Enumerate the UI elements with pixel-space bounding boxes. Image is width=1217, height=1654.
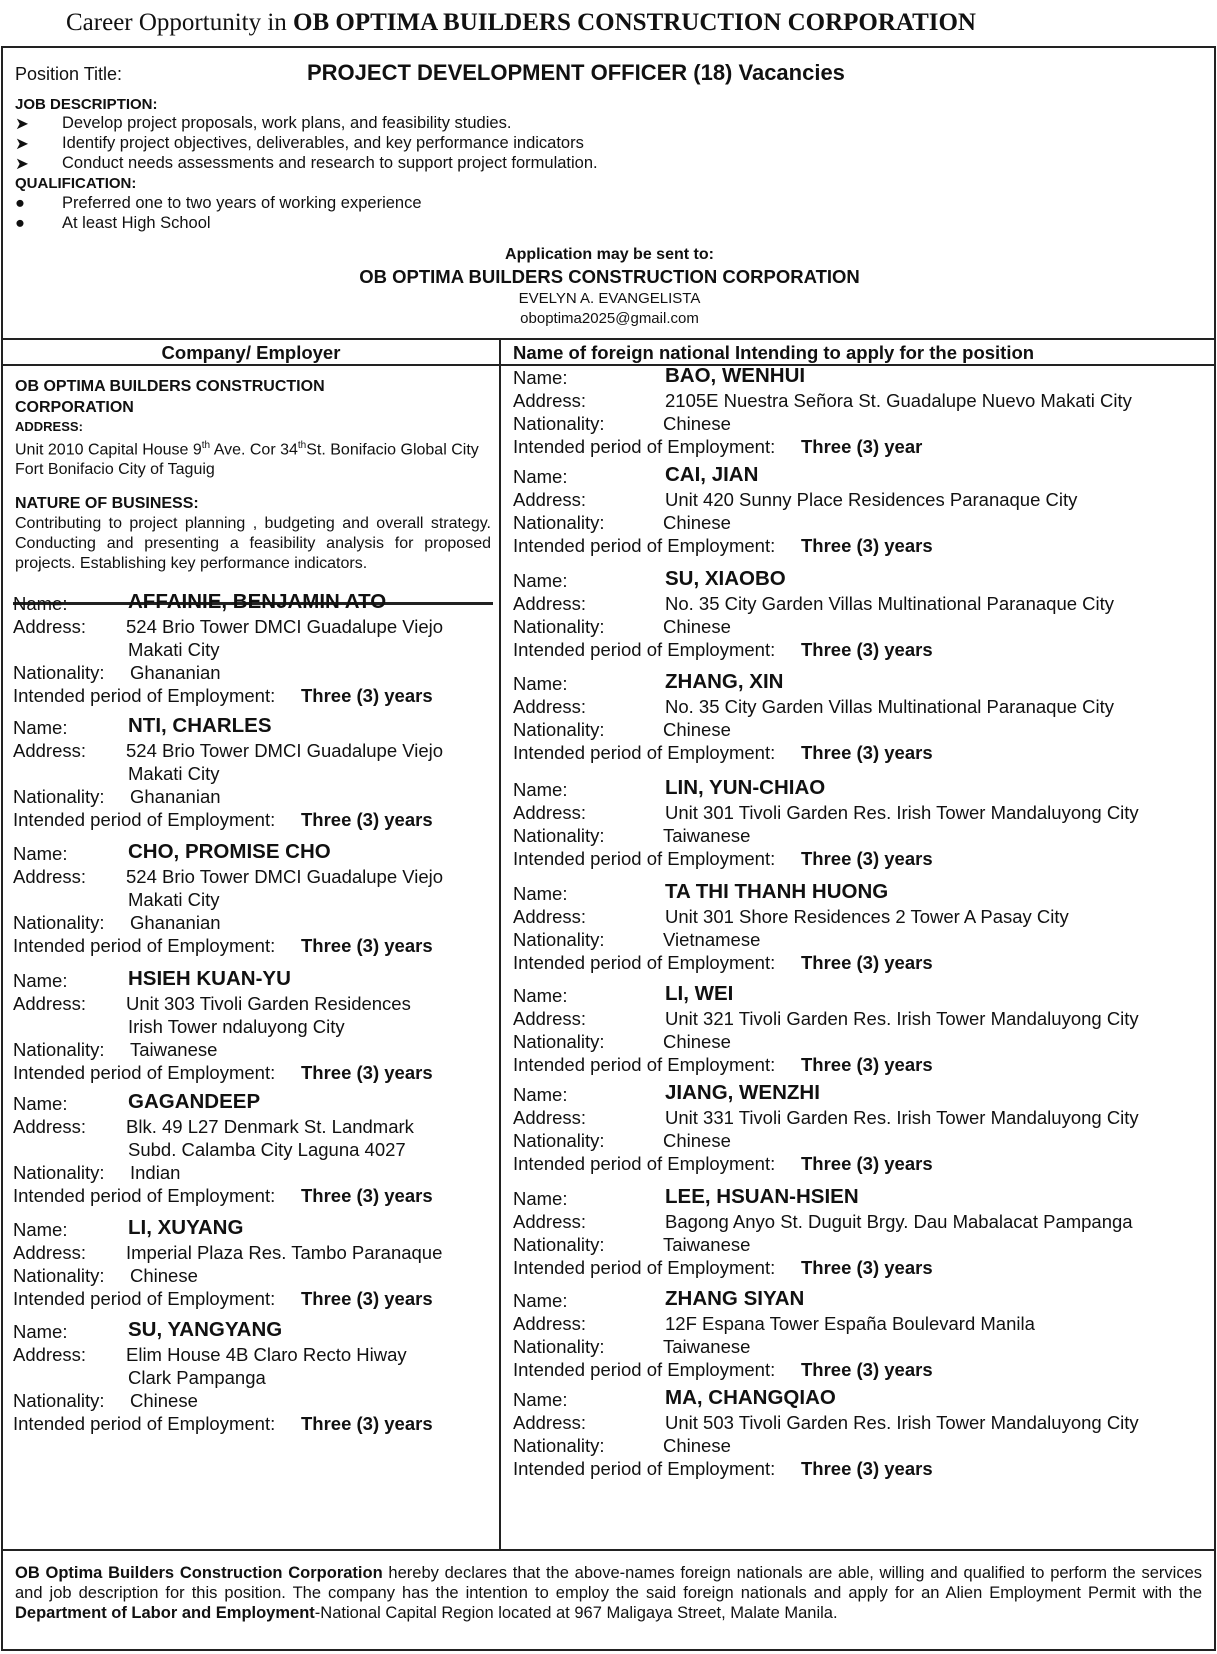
nationality-label: Nationality: (513, 1435, 605, 1456)
name-label: Name: (513, 570, 568, 591)
nationality-label: Nationality: (513, 1130, 605, 1151)
period-label: Intended period of Employment: (513, 1257, 776, 1278)
address-label: Address: (513, 489, 587, 510)
applicant-address: Unit 301 Tivoli Garden Res. Irish Tower Mandaluyong City (665, 802, 1139, 823)
applicant-entry (513, 1083, 1213, 1175)
applicant-entry (513, 672, 1213, 764)
dot-bullet-icon: ● (15, 194, 25, 212)
period-label: Intended period of Employment: (13, 809, 276, 830)
period-label: Intended period of Employment: (13, 935, 276, 956)
job-description-item: ➤ Develop project proposals, work plans, and feasibility studies. (15, 114, 512, 133)
applicant-nationality: Ghananian (130, 912, 221, 933)
footer-text-1: hereby declares that the above-names foreign nationals are able, willing and qualified to perform the services and job description for this position. The company has the intention to employ the said foreign nationals and apply for an Alien Employment Permit with the (15, 1564, 1202, 1602)
position-block (3, 48, 1214, 340)
applicant-entry (513, 1187, 1213, 1279)
job-description-item: ➤ Conduct needs assessments and research to support project formulation. (15, 154, 598, 173)
applicant-period: Three (3) years (801, 952, 933, 973)
applicant-entry (13, 716, 493, 831)
applicant-address: Unit 301 Shore Residences 2 Tower A Pasay City (665, 906, 1069, 927)
applicant-address: Imperial Plaza Res. Tambo Paranaque (126, 1242, 443, 1263)
applicant-name: BAO, WENHUI (665, 364, 806, 387)
nationality-label: Nationality: (513, 929, 605, 950)
applicant-name: JIANG, WENZHI (665, 1081, 820, 1104)
address-label: Address: (13, 993, 87, 1014)
applicant-entry (513, 778, 1213, 870)
period-label: Intended period of Employment: (513, 1458, 776, 1479)
address-label: Address: (513, 1107, 587, 1128)
name-label: Name: (13, 1321, 68, 1342)
applicant-name: LI, XUYANG (128, 1216, 244, 1239)
address-label: Address: (513, 593, 587, 614)
position-title: PROJECT DEVELOPMENT OFFICER (18) Vacancies (307, 60, 845, 85)
position-row (15, 60, 1205, 88)
address-label: Address: (13, 1242, 87, 1263)
name-label: Name: (13, 1219, 68, 1240)
address-label: Address: (513, 906, 587, 927)
applicant-nationality: Taiwanese (663, 825, 751, 846)
column-header-foreign-national: Name of foreign national Intending to apply for the position (501, 340, 1216, 366)
applicant-address: 524 Brio Tower DMCI Guadalupe Viejo (126, 616, 444, 637)
qualification-item: ● Preferred one to two years of working experience (15, 194, 422, 212)
period-label: Intended period of Employment: (13, 1185, 276, 1206)
address-label: Address: (13, 866, 87, 887)
applicant-period: Three (3) years (801, 535, 933, 556)
applicant-name: CAI, JIAN (665, 463, 759, 486)
applicant-period: Three (3) years (801, 1153, 933, 1174)
applicant-period: Three (3) years (801, 1054, 933, 1075)
applicant-nationality: Chinese (130, 1265, 198, 1286)
period-label: Intended period of Employment: (13, 1413, 276, 1434)
name-label: Name: (13, 593, 68, 614)
address-label: Address: (513, 696, 587, 717)
applicant-address: 524 Brio Tower DMCI Guadalupe Viejo (126, 866, 444, 887)
period-label: Intended period of Employment: (13, 685, 276, 706)
qualification-label: QUALIFICATION: (15, 175, 137, 192)
arrow-bullet-icon: ➤ (15, 155, 29, 173)
applicant-entry (13, 1218, 493, 1310)
applicant-nationality: Taiwanese (663, 1234, 751, 1255)
nationality-label: Nationality: (13, 1162, 105, 1183)
applicant-entry (513, 465, 1213, 557)
footer-department: Department of Labor and Employment (15, 1604, 315, 1622)
applicant-name: TA THI THANH HUONG (665, 880, 889, 903)
applicant-name: NTI, CHARLES (128, 714, 272, 737)
applicant-period: Three (3) years (801, 848, 933, 869)
name-label: Name: (513, 466, 568, 487)
applicant-nationality: Chinese (663, 616, 731, 637)
applicant-period: Three (3) years (301, 809, 433, 830)
applicant-address: 2105E Nuestra Señora St. Guadalupe Nuevo Makati City (665, 390, 1132, 411)
company-name-line1: OB OPTIMA BUILDERS CONSTRUCTION (15, 378, 325, 395)
dot-bullet-icon: ● (15, 214, 25, 232)
applicant-address: No. 35 City Garden Villas Multinational Paranaque City (665, 696, 1115, 717)
applicant-period: Three (3) years (801, 1257, 933, 1278)
applicant-nationality: Chinese (130, 1390, 198, 1411)
name-label: Name: (13, 717, 68, 738)
period-label: Intended period of Employment: (513, 535, 776, 556)
applicant-address: Blk. 49 L27 Denmark St. Landmark (126, 1116, 414, 1137)
nationality-label: Nationality: (513, 825, 605, 846)
applicant-period: Three (3) years (301, 1288, 433, 1309)
applicant-nationality: Vietnamese (663, 929, 761, 950)
column-header-employer: Company/ Employer (3, 340, 499, 366)
applicant-name: HSIEH KUAN-YU (128, 967, 291, 990)
address-label: Address: (13, 740, 87, 761)
page-header (0, 0, 1217, 46)
applicant-period: Three (3) years (301, 1185, 433, 1206)
name-label: Name: (513, 1290, 568, 1311)
company-address-label: ADDRESS: (15, 419, 83, 434)
applicant-nationality: Chinese (663, 1031, 731, 1052)
address-label: Address: (13, 1344, 87, 1365)
nationality-label: Nationality: (513, 616, 605, 637)
applicant-name: CHO, PROMISE CHO (128, 840, 331, 863)
applicant-nationality: Chinese (663, 1130, 731, 1151)
applicant-entry (513, 984, 1213, 1076)
applicant-nationality: Ghananian (130, 786, 221, 807)
company-name-line2: CORPORATION (15, 399, 134, 416)
applicant-address: Bagong Anyo St. Duguit Brgy. Dau Mabalacat Pampanga (665, 1211, 1133, 1232)
period-label: Intended period of Employment: (513, 639, 776, 660)
company-address: Unit 2010 Capital House 9th Ave. Cor 34thSt. Bonifacio Global City Fort Bonifacio City of Taguig (15, 440, 479, 479)
applicant-address: Unit 331 Tivoli Garden Res. Irish Tower Mandaluyong City (665, 1107, 1139, 1128)
name-label: Name: (13, 843, 68, 864)
applicant-address: 524 Brio Tower DMCI Guadalupe Viejo (126, 740, 444, 761)
applicant-nationality: Indian (130, 1162, 181, 1183)
applicant-address-cont: Makati City (128, 639, 220, 660)
address-label: Address: (13, 616, 87, 637)
address-label: Address: (513, 1412, 587, 1433)
applicant-name: SU, YANGYANG (128, 1318, 283, 1341)
declaration-footer (3, 1549, 1214, 1651)
applicant-name: LIN, YUN-CHIAO (665, 776, 826, 799)
period-label: Intended period of Employment: (13, 1062, 276, 1083)
applicant-entry (13, 842, 493, 957)
nationality-label: Nationality: (13, 786, 105, 807)
application-label: Application may be sent to: (505, 246, 714, 263)
applicant-name: SU, XIAOBO (665, 567, 786, 590)
applicant-entry (513, 1388, 1213, 1480)
applicant-nationality: Taiwanese (663, 1336, 751, 1357)
nature-of-business-label: NATURE OF BUSINESS: (15, 495, 199, 513)
column-divider (499, 340, 501, 1549)
period-label: Intended period of Employment: (513, 1054, 776, 1075)
nationality-label: Nationality: (13, 662, 105, 683)
nationality-label: Nationality: (13, 1039, 105, 1060)
period-label: Intended period of Employment: (513, 436, 776, 457)
application-company: OB OPTIMA BUILDERS CONSTRUCTION CORPORATION (359, 266, 860, 287)
nature-of-business-text: Contributing to project planning , budgeting and overall strategy. Conducting and presenting a feasibility analysis for proposed projects. Establishing key performance indicators. (15, 515, 491, 573)
applicant-address: Unit 303 Tivoli Garden Residences (126, 993, 411, 1014)
arrow-bullet-icon: ➤ (15, 115, 29, 133)
address-label: Address: (513, 390, 587, 411)
nationality-label: Nationality: (513, 1031, 605, 1052)
period-label: Intended period of Employment: (513, 952, 776, 973)
applicant-name: ZHANG SIYAN (665, 1287, 805, 1310)
nationality-label: Nationality: (13, 1265, 105, 1286)
job-description-label: JOB DESCRIPTION: (15, 96, 158, 113)
footer-text-2: -National Capital Region located at 967 Maligaya Street, Malate Manila. (314, 1604, 838, 1622)
applicant-address-cont: Clark Pampanga (128, 1367, 266, 1388)
address-label: Address: (513, 1211, 587, 1232)
applicant-address: Unit 321 Tivoli Garden Res. Irish Tower Mandaluyong City (665, 1008, 1139, 1029)
period-label: Intended period of Employment: (513, 848, 776, 869)
nationality-label: Nationality: (513, 512, 605, 533)
applicant-entry (513, 569, 1213, 661)
applicant-entry (513, 1289, 1213, 1381)
name-label: Name: (513, 883, 568, 904)
name-label: Name: (513, 673, 568, 694)
applicant-entry (513, 882, 1213, 974)
applicant-period: Three (3) years (801, 1458, 933, 1479)
position-label: Position Title: (15, 64, 123, 84)
nationality-label: Nationality: (13, 1390, 105, 1411)
applicant-address: No. 35 City Garden Villas Multinational Paranaque City (665, 593, 1115, 614)
applicant-nationality: Chinese (663, 1435, 731, 1456)
applicant-entry (13, 592, 493, 707)
header-prefix: Career Opportunity in (66, 9, 287, 36)
applicant-name: AFFAINIE, BENJAMIN ATO (128, 590, 387, 613)
period-label: Intended period of Employment: (13, 1288, 276, 1309)
name-label: Name: (513, 1084, 568, 1105)
applicant-address: 12F Espana Tower España Boulevard Manila (665, 1313, 1035, 1334)
arrow-bullet-icon: ➤ (15, 135, 29, 153)
footer-company: OB Optima Builders Construction Corporation (15, 1564, 383, 1582)
applicant-name: LEE, HSUAN-HSIEN (665, 1185, 859, 1208)
applicant-period: Three (3) year (801, 436, 923, 457)
applicant-entry (13, 1320, 493, 1435)
nationality-label: Nationality: (513, 719, 605, 740)
qualification-item: ● At least High School (15, 214, 211, 232)
applicant-entry (13, 1092, 493, 1207)
name-label: Name: (13, 1093, 68, 1114)
application-email: oboptima2025@gmail.com (520, 310, 699, 327)
name-label: Name: (513, 1389, 568, 1410)
address-label: Address: (513, 1313, 587, 1334)
nationality-label: Nationality: (513, 1234, 605, 1255)
applicant-name: GAGANDEEP (128, 1090, 261, 1113)
period-label: Intended period of Employment: (513, 742, 776, 763)
nationality-label: Nationality: (513, 1336, 605, 1357)
applicant-period: Three (3) years (801, 1359, 933, 1380)
period-label: Intended period of Employment: (513, 1153, 776, 1174)
applicant-nationality: Chinese (663, 413, 731, 434)
applicant-address-cont: Makati City (128, 763, 220, 784)
applicant-address: Elim House 4B Claro Recto Hiway (126, 1344, 407, 1365)
name-label: Name: (13, 970, 68, 991)
advertisement-frame (1, 46, 1216, 1651)
period-label: Intended period of Employment: (513, 1359, 776, 1380)
applicant-address-cont: Subd. Calamba City Laguna 4027 (128, 1139, 406, 1160)
applicant-nationality: Taiwanese (130, 1039, 218, 1060)
name-label: Name: (513, 367, 568, 388)
applicant-address-cont: Irish Tower ndaluyong City (128, 1016, 345, 1037)
applicant-period: Three (3) years (301, 1062, 433, 1083)
address-label: Address: (513, 1008, 587, 1029)
applicant-name: LI, WEI (665, 982, 734, 1005)
applicant-name: ZHANG, XIN (665, 670, 784, 693)
job-description-item: ➤ Identify project objectives, deliverables, and key performance indicators (15, 134, 584, 153)
applicant-period: Three (3) years (301, 685, 433, 706)
address-label: Address: (13, 1116, 87, 1137)
applicant-nationality: Chinese (663, 512, 731, 533)
applicant-address-cont: Makati City (128, 889, 220, 910)
address-label: Address: (513, 802, 587, 823)
applicant-address: Unit 503 Tivoli Garden Res. Irish Tower Mandaluyong City (665, 1412, 1139, 1433)
company-info (15, 376, 491, 574)
applicant-address: Unit 420 Sunny Place Residences Paranaque City (665, 489, 1078, 510)
applicant-entry (513, 366, 1213, 458)
name-label: Name: (513, 985, 568, 1006)
applicant-entry (13, 969, 493, 1084)
applicant-nationality: Chinese (663, 719, 731, 740)
name-label: Name: (513, 779, 568, 800)
name-label: Name: (513, 1188, 568, 1209)
applicant-nationality: Ghananian (130, 662, 221, 683)
nationality-label: Nationality: (513, 413, 605, 434)
applicant-period: Three (3) years (301, 935, 433, 956)
header-company: OB OPTIMA BUILDERS CONSTRUCTION CORPORATION (293, 9, 976, 36)
nationality-label: Nationality: (13, 912, 105, 933)
application-contact: EVELYN A. EVANGELISTA (518, 290, 701, 307)
applicant-period: Three (3) years (301, 1413, 433, 1434)
applicant-period: Three (3) years (801, 742, 933, 763)
applicant-name: MA, CHANGQIAO (665, 1386, 836, 1409)
applicant-period: Three (3) years (801, 639, 933, 660)
